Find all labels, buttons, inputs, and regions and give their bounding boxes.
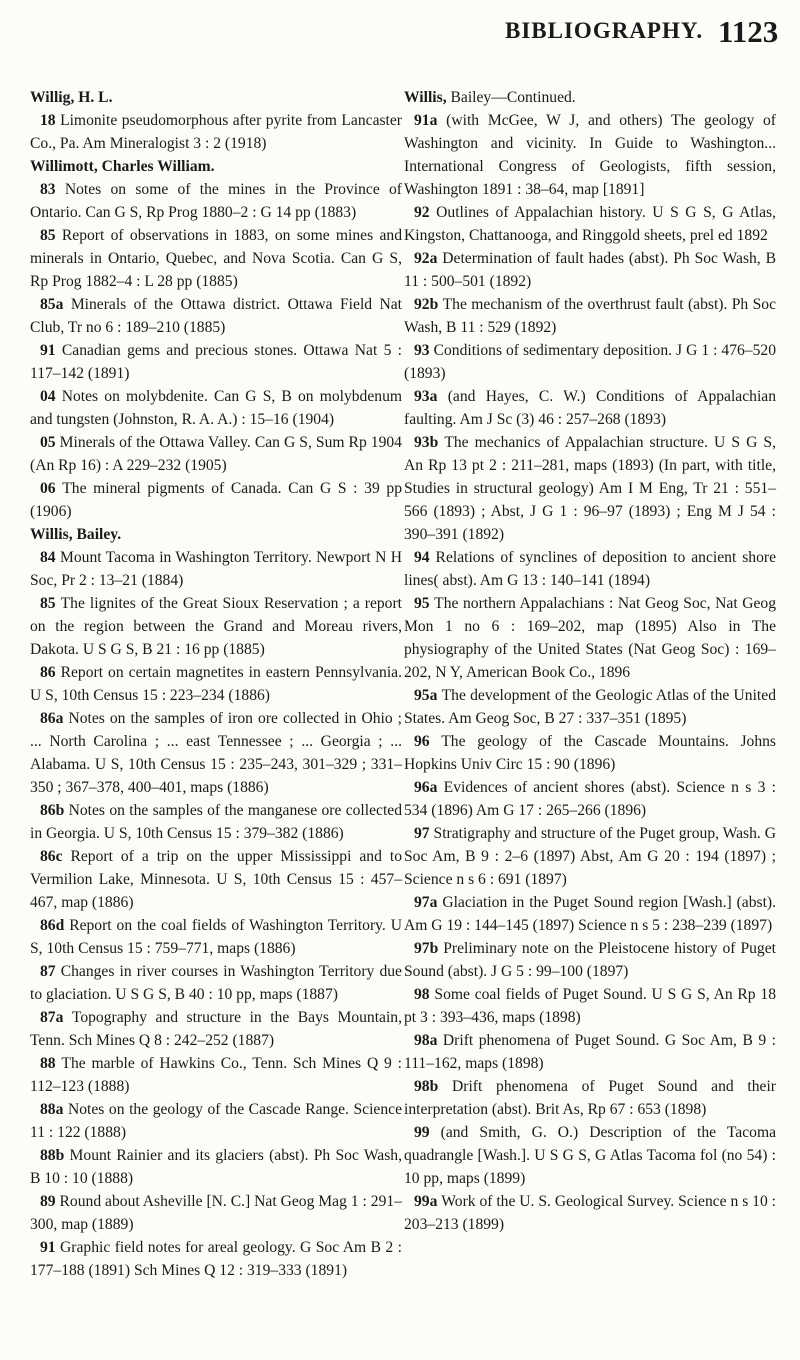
entry-number: 87	[40, 963, 56, 980]
entry-number: 99a	[414, 1193, 438, 1210]
author-heading	[30, 155, 402, 178]
author-heading	[30, 86, 402, 109]
bibliography-entry	[404, 1121, 776, 1190]
entry-number: 18	[40, 112, 56, 129]
entry-text: Report of a trip on the upper Mississippi and to Vermilion Lake, Minnesota. U S, 10th Census 15 : 457–467, map (1886)	[30, 848, 402, 911]
bibliography-entry	[404, 592, 776, 684]
bibliography-entry	[30, 385, 402, 431]
bibliography-entry	[30, 109, 402, 155]
entry-text: Graphic field notes for areal geology. G Soc Am B 2 : 177–188 (1891) Sch Mines Q 12 : 319–333 (1891)	[30, 1239, 402, 1279]
bibliography-entry	[404, 1029, 776, 1075]
entry-text: Mount Tacoma in Washington Territory. Newport N H Soc, Pr 2 : 13–21 (1884)	[30, 549, 402, 589]
bibliography-entry	[30, 1006, 402, 1052]
bibliography-entry	[30, 1236, 402, 1282]
entry-text: Notes on some of the mines in the Province of Ontario. Can G S, Rp Prog 1880–2 : G 14 pp (1883)	[30, 181, 402, 221]
entry-text: Minerals of the Ottawa district. Ottawa Field Nat Club, Tr no 6 : 189–210 (1885)	[30, 296, 402, 336]
entry-text: The mineral pigments of Canada. Can G S : 39 pp (1906)	[30, 480, 402, 520]
bibliography-entry	[30, 592, 402, 661]
entry-number: 85	[40, 227, 56, 244]
entry-number: 93b	[414, 434, 439, 451]
bibliography-entry	[30, 293, 402, 339]
bibliography-entry	[404, 293, 776, 339]
bibliography-entry	[404, 1190, 776, 1236]
author-name: Willis,	[404, 89, 447, 106]
author-name: Willimott, Charles William.	[30, 158, 215, 175]
bibliography-entry	[404, 546, 776, 592]
entry-text: The lignites of the Great Sioux Reservation ; a report on the region between the Grand and Moreau rivers, Dakota. U S G S, B 21 : 16 pp (1885)	[30, 595, 402, 658]
entry-text: Notes on molybdenite. Can G S, B on molybdenum and tungsten (Johnston, R. A. A.) : 15–16 (1904)	[30, 388, 402, 428]
bibliography-entry	[404, 730, 776, 776]
entry-text: The northern Appalachians : Nat Geog Soc, Nat Geog Mon 1 no 6 : 169–202, map (1895) Also in The physiography of the United States (Nat Geog Soc) : 169–202, N Y, American Book Co., 1896	[404, 595, 777, 681]
entry-number: 97b	[414, 940, 439, 957]
entry-number: 99	[414, 1124, 430, 1141]
entry-number: 92	[414, 204, 430, 221]
author-continued: Bailey—Continued.	[450, 89, 576, 106]
page-header	[0, 14, 800, 58]
entry-text: Conditions of sedimentary deposition. J G 1 : 476–520 (1893)	[404, 342, 776, 382]
entry-text: (with McGee, W J, and others) The geology of Washington and vicinity. In Guide to Washington... International Congress of Geologists, fifth session, Washington 1891 : 38–64, map [1891]	[404, 112, 776, 198]
entry-text: Changes in river courses in Washington Territory due to glaciation. U S G S, B 40 : 10 pp, maps (1887)	[30, 963, 402, 1003]
entry-text: Glaciation in the Puget Sound region [Wash.] (abst). Am G 19 : 144–145 (1897) Science n s 5 : 238–239 (1897)	[404, 894, 776, 934]
entry-number: 91	[40, 342, 56, 359]
bibliography-entry	[404, 339, 776, 385]
entry-text: The mechanics of Appalachian structure. U S G S, An Rp 13 pt 2 : 211–281, maps (1893) (In part, with title, Studies in structural geology) Am I M Eng, Tr 21 : 551–566 (1893) ; Abst, J G 1 : 96–97 (1893) ; Eng M J 54 : 390–391 (1892)	[404, 434, 776, 543]
entry-number: 92a	[414, 250, 438, 267]
entry-number: 88	[40, 1055, 56, 1072]
entry-text: Topography and structure in the Bays Mountain, Tenn. Sch Mines Q 8 : 242–252 (1887)	[30, 1009, 402, 1049]
entry-text: Stratigraphy and structure of the Puget group, Wash. G Soc Am, B 9 : 2–6 (1897) Abst, Am G 20 : 194 (1897) ; Science n s 6 : 691 (1897)	[404, 825, 776, 888]
entry-number: 97	[414, 825, 430, 842]
bibliography-entry	[404, 891, 776, 937]
entry-text: Minerals of the Ottawa Valley. Can G S, Sum Rp 1904 (An Rp 16) : A 229–232 (1905)	[30, 434, 402, 474]
entry-text: Work of the U. S. Geological Survey. Science n s 10 : 203–213 (1899)	[404, 1193, 776, 1233]
bibliography-entry	[404, 983, 776, 1029]
bibliography-entry	[30, 546, 402, 592]
bibliography-entry	[30, 178, 402, 224]
entry-number: 86a	[40, 710, 64, 727]
bibliography-entry	[30, 1098, 402, 1144]
bibliography-entry	[30, 845, 402, 914]
bibliography-entry	[30, 1190, 402, 1236]
bibliography-entry	[404, 109, 776, 201]
entry-text: Drift phenomena of Puget Sound and their interpretation (abst). Brit As, Rp 67 : 653 (1898)	[404, 1078, 776, 1118]
entry-number: 89	[40, 1193, 56, 1210]
bibliography-entry	[404, 776, 776, 822]
entry-number: 97a	[414, 894, 438, 911]
entry-number: 94	[414, 549, 430, 566]
bibliography-entry	[30, 707, 402, 799]
bibliography-entry	[30, 477, 402, 523]
entry-text: The geology of the Cascade Mountains. Johns Hopkins Univ Circ 15 : 90 (1896)	[404, 733, 776, 773]
entry-number: 91a	[414, 112, 438, 129]
entry-text: (and Smith, G. O.) Description of the Tacoma quadrangle [Wash.]. U S G S, G Atlas Tacoma fol (no 54) : 10 pp, maps (1899)	[404, 1124, 776, 1187]
bibliography-entry	[30, 224, 402, 293]
entry-number: 05	[40, 434, 56, 451]
entry-number: 84	[40, 549, 56, 566]
bibliography-entry	[404, 431, 776, 546]
bibliography-entry	[30, 661, 402, 707]
entry-number: 92b	[414, 296, 439, 313]
entry-number: 93	[414, 342, 430, 359]
entry-number: 88a	[40, 1101, 64, 1118]
bibliography-entry	[404, 201, 776, 247]
author-name: Willig, H. L.	[30, 89, 113, 106]
entry-text: Outlines of Appalachian history. U S G S, G Atlas, Kingston, Chattanooga, and Ringgold sheets, prel ed 1892	[404, 204, 776, 244]
bibliography-entry	[30, 431, 402, 477]
entry-number: 95	[414, 595, 430, 612]
entry-text: Relations of synclines of deposition to ancient shore lines( abst). Am G 13 : 140–141 (1894)	[404, 549, 776, 589]
entry-text: Determination of fault hades (abst). Ph Soc Wash, B 11 : 500–501 (1892)	[404, 250, 776, 290]
running-head: BIBLIOGRAPHY.	[505, 18, 704, 43]
entry-number: 95a	[414, 687, 438, 704]
entry-number: 88b	[40, 1147, 65, 1164]
author-heading	[30, 523, 402, 546]
bibliography-entry	[404, 822, 776, 891]
entry-text: Preliminary note on the Pleistocene history of Puget Sound (abst). J G 5 : 99–100 (1897)	[404, 940, 776, 980]
bibliography-entry	[30, 960, 402, 1006]
entry-number: 85	[40, 595, 56, 612]
entry-number: 87a	[40, 1009, 64, 1026]
bibliography-entry	[404, 247, 776, 293]
bibliography-entry	[30, 799, 402, 845]
entry-text: Report on the coal fields of Washington Territory. U S, 10th Census 15 : 759–771, maps (1886)	[30, 917, 402, 957]
bibliography-entry	[404, 937, 776, 983]
entry-number: 98a	[414, 1032, 438, 1049]
entry-number: 06	[40, 480, 56, 497]
entry-number: 91	[40, 1239, 56, 1256]
page-number: 1123	[718, 14, 779, 49]
entry-number: 86c	[40, 848, 63, 865]
entry-text: The marble of Hawkins Co., Tenn. Sch Mines Q 9 : 112–123 (1888)	[30, 1055, 402, 1095]
bibliography-entry	[30, 1052, 402, 1098]
entry-number: 98	[414, 986, 430, 1003]
entry-number: 96	[414, 733, 430, 750]
entry-number: 04	[40, 388, 56, 405]
entry-text: Limonite pseudomorphous after pyrite from Lancaster Co., Pa. Am Mineralogist 3 : 2 (1918)	[30, 112, 403, 152]
entry-number: 86	[40, 664, 56, 681]
entry-text: Round about Asheville [N. C.] Nat Geog Mag 1 : 291–300, map (1889)	[30, 1193, 402, 1233]
entry-text: Notes on the samples of the manganese ore collected in Georgia. U S, 10th Census 15 : 379–382 (1886)	[30, 802, 402, 842]
entry-number: 85a	[40, 296, 64, 313]
bibliography-entry	[404, 385, 776, 431]
entry-text: Mount Rainier and its glaciers (abst). Ph Soc Wash, B 10 : 10 (1888)	[30, 1147, 402, 1187]
entry-text: Notes on the geology of the Cascade Range. Science 11 : 122 (1888)	[30, 1101, 402, 1141]
entry-text: Canadian gems and precious stones. Ottawa Nat 5 : 117–142 (1891)	[30, 342, 403, 382]
entry-text: Drift phenomena of Puget Sound. G Soc Am, B 9 : 111–162, maps (1898)	[404, 1032, 776, 1072]
bibliography-entry	[30, 1144, 402, 1190]
entry-number: 86d	[40, 917, 65, 934]
bibliography-entry	[404, 1075, 776, 1121]
entry-text: The mechanism of the overthrust fault (abst). Ph Soc Wash, B 11 : 529 (1892)	[404, 296, 776, 336]
bibliography-entry	[30, 914, 402, 960]
author-name: Willis, Bailey.	[30, 526, 122, 543]
author-heading	[404, 86, 776, 109]
entry-number: 96a	[414, 779, 438, 796]
left-column	[30, 86, 402, 1282]
entry-number: 98b	[414, 1078, 439, 1095]
right-column	[404, 86, 776, 1236]
entry-text: Notes on the samples of iron ore collected in Ohio ; ... North Carolina ; ... east Tennessee ; ... Georgia ; ... Alabama. U S, 10th Census 15 : 235–243, 301–329 ; 331–350 ; 367–378, 400–401, maps (1886)	[30, 710, 402, 796]
entry-number: 93a	[414, 388, 438, 405]
entry-text: Some coal fields of Puget Sound. U S G S, An Rp 18 pt 3 : 393–436, maps (1898)	[404, 986, 776, 1026]
entry-text: Report on certain magnetites in eastern Pennsylvania. U S, 10th Census 15 : 223–234 (1886)	[30, 664, 402, 704]
bibliography-entry	[404, 684, 776, 730]
bibliography-entry	[30, 339, 402, 385]
entry-text: Report of observations in 1883, on some mines and minerals in Ontario, Quebec, and Nova Scotia. Can G S, Rp Prog 1882–4 : L 28 pp (1885)	[30, 227, 402, 290]
entry-number: 86b	[40, 802, 65, 819]
entry-text: Evidences of ancient shores (abst). Science n s 3 : 534 (1896) Am G 17 : 265–266 (1896)	[404, 779, 776, 819]
entry-number: 83	[40, 181, 56, 198]
entry-text: The development of the Geologic Atlas of the United States. Am Geog Soc, B 27 : 337–351 (1895)	[404, 687, 776, 727]
entry-text: (and Hayes, C. W.) Conditions of Appalachian faulting. Am J Sc (3) 46 : 257–268 (1893)	[404, 388, 776, 428]
